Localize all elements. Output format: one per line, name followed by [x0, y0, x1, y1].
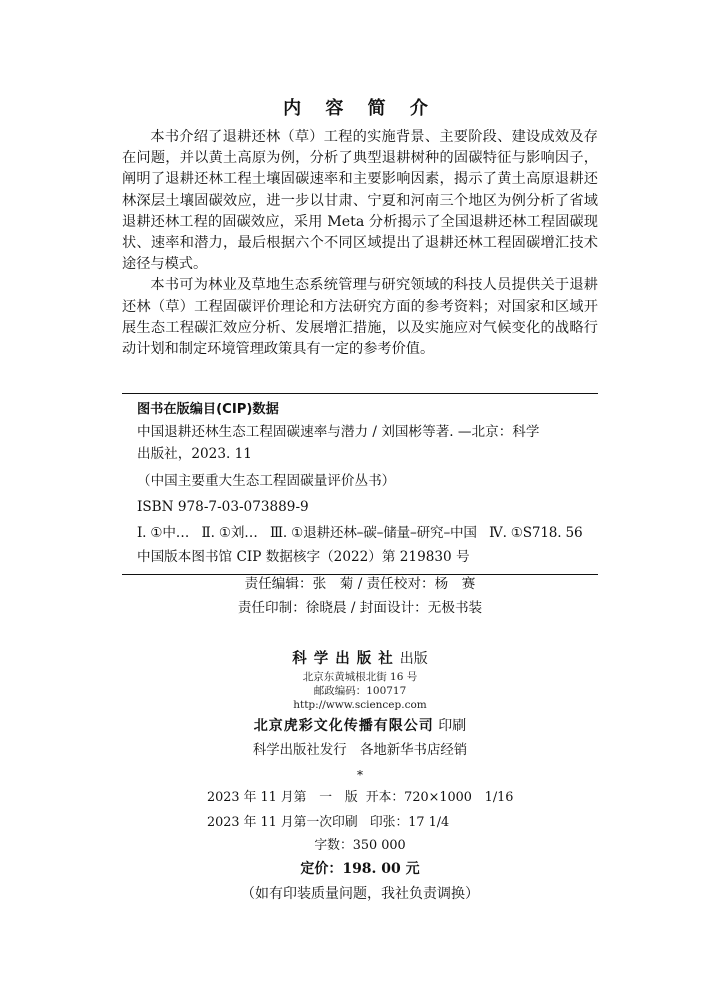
credits-editor: 责任编辑：张 菊 / 责任校对：杨 赛 — [244, 576, 476, 592]
summary-title: 内 容 简 介 — [283, 98, 437, 119]
cip-block — [122, 393, 598, 575]
cip-series: （中国主要重大生态工程固碳量评价丛书） — [137, 472, 396, 489]
print-sheets: 印张：17 1/4 — [369, 814, 450, 830]
quality-note: （如有印装质量问题，我社负责调换） — [241, 886, 479, 902]
credits-printing: 责任印制：徐晓晨 / 封面设计：无极书装 — [237, 600, 483, 616]
cip-top-rule — [122, 393, 598, 394]
publisher-postcode: 邮政编码：100717 — [313, 685, 407, 697]
print-date: 2023 年 11 月第一次印刷 — [207, 814, 358, 830]
edition-row-2 — [207, 811, 527, 836]
credits-section — [0, 572, 720, 620]
publisher-address: 北京东黄城根北街 16 号 — [302, 671, 418, 683]
publisher-section — [0, 648, 720, 784]
summary-section — [122, 127, 598, 360]
edition-row-1 — [207, 786, 527, 811]
edition-format: 开本：720×1000 1/16 — [365, 790, 514, 805]
publisher-website: http://www.sciencep.com — [293, 699, 427, 711]
cip-isbn: ISBN 978-7-03-073889-9 — [137, 498, 309, 515]
cip-body — [122, 421, 598, 569]
cip-heading: 图书在版编目(CIP)数据 — [137, 402, 279, 417]
printer-line — [0, 714, 720, 738]
printer-suffix: 印刷 — [438, 718, 467, 734]
printer-name: 北京虎彩文化传播有限公司 — [253, 718, 434, 734]
separator-star: * — [357, 768, 363, 782]
summary-paragraph-2: 本书可为林业及草地生态系统管理与研究领域的科技人员提供关于退耕还林（草）工程固碳评价理论和方法研究方面的参考资料；对国家和区域开展生态工程碳汇效应分析、发展增汇措施，以及实施应对气候变化的战略行动计划和制定环境管理政策具有一定的参考价值。 — [122, 277, 598, 358]
summary-paragraph-1: 本书介绍了退耕还林（草）工程的实施背景、主要阶段、建设成效及存在问题，并以黄土高原为例，分析了典型退耕树种的固碳特征与影响因子，阐明了退耕还林工程土壤固碳速率和主要影响因素，揭示了黄土高原退耕还林深层土壤固碳效应，进一步以甘肃、宁夏和河南三个地区为例分析了省域退耕还林工程的固碳效应，采用 Meta 分析揭示了全国退耕还林工程固碳现状、速率和潜力，最后根据六个不同区域提出了退耕还林工程固碳增汇技术途径与模式。 — [122, 129, 598, 273]
distribution: 科学出版社发行 各地新华书店经销 — [252, 743, 468, 758]
word-count: 字数：350 000 — [314, 838, 406, 853]
cip-publisher-line: 出版社，2023. 11 — [137, 446, 252, 463]
cip-classification: Ⅰ. ①中… Ⅱ. ①刘… Ⅲ. ①退耕还林–碳–储量–研究–中国 Ⅳ. ①S718. 56 — [137, 525, 583, 542]
publisher-line — [0, 648, 720, 670]
cip-title-line: 中国退耕还林生态工程固碳速率与潜力 / 刘国彬等著. —北京：科学 — [137, 424, 540, 440]
publisher-name: 科学出版社 — [292, 650, 400, 667]
price: 定价：198. 00 元 — [300, 861, 420, 877]
publisher-suffix: 出版 — [399, 651, 428, 667]
edition-section — [207, 786, 527, 835]
edition-date: 2023 年 11 月第 一 版 — [207, 790, 358, 805]
cip-number: 中国版本图书馆 CIP 数据核字（2022）第 219830 号 — [137, 549, 470, 566]
